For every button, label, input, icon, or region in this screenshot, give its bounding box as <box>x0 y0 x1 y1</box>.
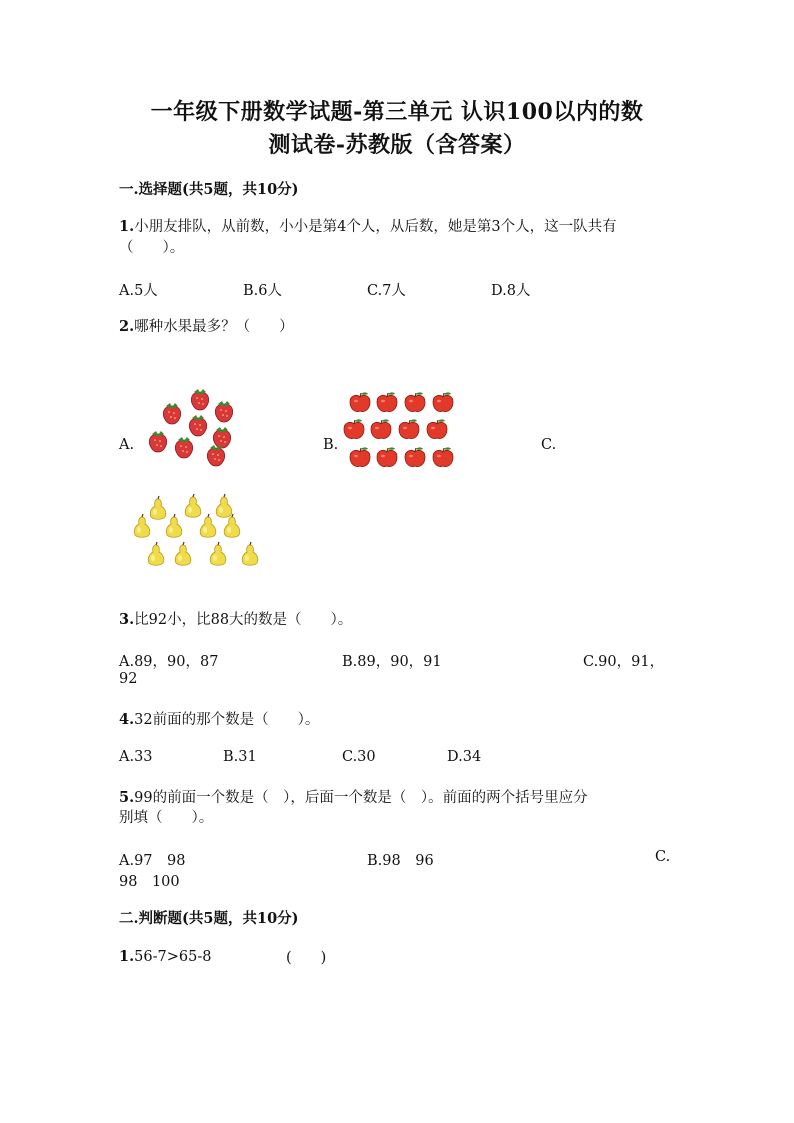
q4-option-d[interactable]: D.34 <box>447 749 482 765</box>
question-number: 2. <box>119 318 135 335</box>
pear-icon <box>242 542 258 565</box>
section-heading-judge: 二.判断题(共5题，共10分) <box>119 910 299 927</box>
apple-icon <box>371 419 391 438</box>
q1-option-d[interactable]: D.8人 <box>491 283 531 299</box>
question-text: 哪种水果最多？（ ） <box>134 319 294 335</box>
q5-option-c[interactable]: C. <box>655 849 671 865</box>
q4-option-b[interactable]: B.31 <box>223 749 257 765</box>
q3-option-c[interactable]: C.90，91， <box>583 654 665 670</box>
strawberry-group-image <box>140 386 240 468</box>
apple-icon <box>377 392 397 411</box>
pear-group-image <box>128 492 268 568</box>
question-text-line1: 99的前面一个数是（ ），后面一个数是（ ）。前面的两个括号里应分 <box>134 790 588 806</box>
strawberry-icon <box>163 403 180 424</box>
apple-icon <box>350 392 370 411</box>
pear-icon <box>224 514 240 537</box>
question-number: 1. <box>119 948 135 965</box>
q4-option-a[interactable]: A.33 <box>119 749 153 765</box>
question-number: 3. <box>119 611 135 628</box>
question-number: 5. <box>119 789 135 806</box>
q1-option-a[interactable]: A.5人 <box>119 283 158 299</box>
question-text: 小朋友排队，从前数，小小是第4个人，从后数，她是第3个人，这一队共有（ ）。 <box>119 219 617 256</box>
page-title-line2: 测试卷-苏教版（含答案） <box>268 132 526 158</box>
question-1 <box>119 216 675 259</box>
apple-group-image <box>340 389 460 471</box>
question-text: 32前面的那个数是（ ）。 <box>134 712 320 728</box>
pear-icon <box>166 514 182 537</box>
strawberry-icon <box>215 401 232 422</box>
question-number: 4. <box>119 711 135 728</box>
strawberry-icon <box>213 427 230 448</box>
pear-icon <box>175 542 191 565</box>
apple-icon <box>344 419 364 438</box>
pear-icon <box>210 542 226 565</box>
strawberry-icon <box>175 437 192 458</box>
apple-icon <box>433 447 453 466</box>
q4-option-c[interactable]: C.30 <box>342 749 376 765</box>
q3-option-a[interactable]: A.89，90，87 <box>119 654 219 670</box>
apple-icon <box>405 447 425 466</box>
pear-icon <box>134 514 150 537</box>
q1-option-c[interactable]: C.7人 <box>367 283 406 299</box>
q3-option-c-continued: 92 <box>119 671 138 687</box>
strawberry-icon <box>189 415 206 436</box>
pear-icon <box>185 494 201 517</box>
q3-option-b[interactable]: B.89，90，91 <box>342 654 442 670</box>
apple-icon <box>399 419 419 438</box>
strawberry-icon <box>191 389 208 410</box>
q5-option-c-continued: 98 100 <box>119 874 180 890</box>
section-heading-choice: 一.选择题(共5题，共10分) <box>119 181 299 198</box>
apple-icon <box>405 392 425 411</box>
apple-icon <box>377 447 397 466</box>
question-text: 56-7>65-8 <box>134 949 212 965</box>
q5-option-a[interactable]: A.97 98 <box>119 853 186 869</box>
q1-option-b[interactable]: B.6人 <box>243 283 282 299</box>
judge-answer-parentheses[interactable]: ( ) <box>286 950 327 966</box>
pear-icon <box>150 496 166 519</box>
question-3 <box>119 609 675 631</box>
question-5 <box>119 787 675 809</box>
question-2 <box>119 316 675 338</box>
pear-icon <box>216 494 232 517</box>
apple-icon <box>433 392 453 411</box>
question-5-line2: 别填（ ）。 <box>119 810 214 826</box>
q5-option-b[interactable]: B.98 96 <box>367 853 434 869</box>
q2-option-c[interactable]: C. <box>541 437 557 453</box>
pear-icon <box>200 514 216 537</box>
q2-option-a[interactable]: A. <box>119 437 135 453</box>
judge-question-1 <box>119 946 675 968</box>
strawberry-icon <box>149 431 166 452</box>
q2-option-b[interactable]: B. <box>323 437 339 453</box>
question-number: 1. <box>119 218 135 235</box>
apple-icon <box>427 419 447 438</box>
apple-icon <box>350 447 370 466</box>
page-title-line1: 一年级下册数学试题-第三单元 认识100以内的数 <box>150 99 644 125</box>
question-text: 比92小，比88大的数是（ ）。 <box>134 612 353 628</box>
pear-icon <box>148 542 164 565</box>
question-4 <box>119 709 675 731</box>
